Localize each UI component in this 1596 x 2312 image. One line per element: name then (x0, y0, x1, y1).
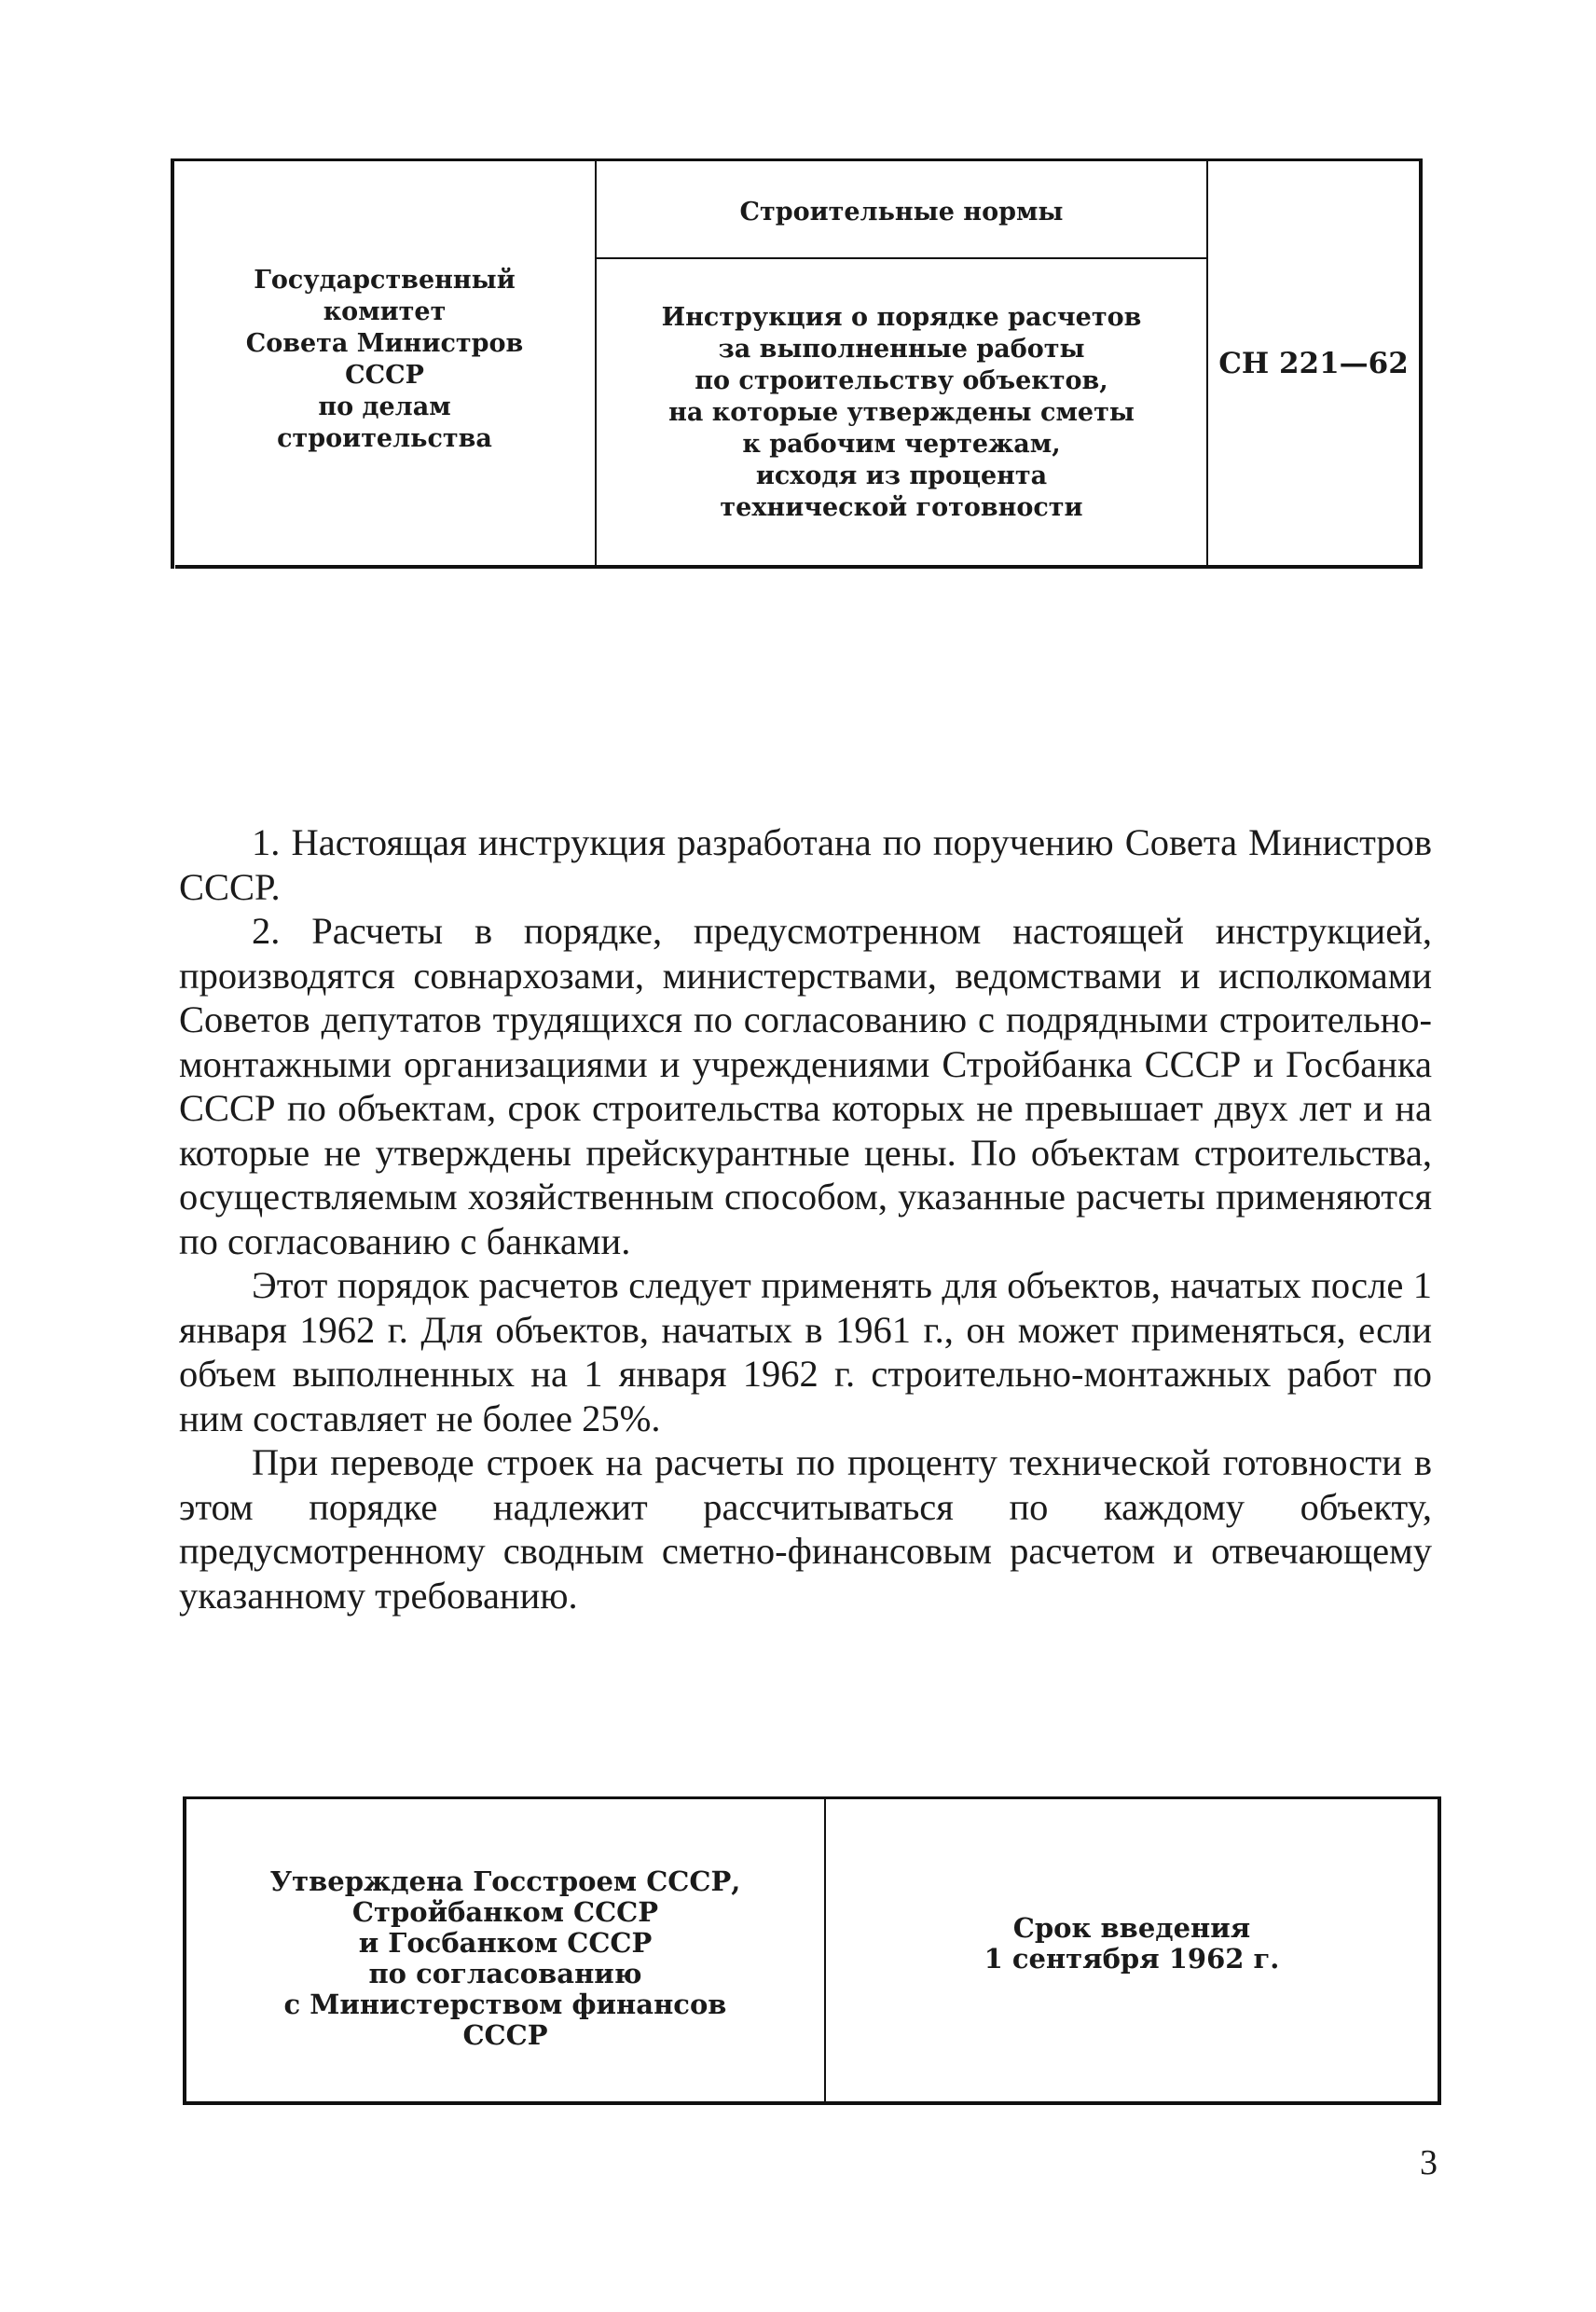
document-title-cell (597, 291, 1206, 535)
page-number: 3 (1420, 2143, 1438, 2182)
header-right-border (1419, 158, 1423, 569)
code-cell (1208, 336, 1419, 392)
issuer-line: строительства (277, 424, 492, 453)
category-label: Строительные нормы (739, 198, 1064, 227)
title-line: технической готовности (720, 493, 1083, 522)
issuer-line: Государственный (254, 266, 516, 295)
effective-line: Срок введения (1012, 1912, 1251, 1944)
document-code: СН 221—62 (1218, 347, 1409, 380)
header-bottom-rule (175, 565, 1423, 569)
footer-right-border (1438, 1796, 1441, 2105)
paragraph: 2. Расчеты в порядке, предусмотренном настоящей инструкцией, производятся совнархозами, министерствами, ведомствами и исполкомами Советов депутатов трудящихся по согласованию с подрядными строительно-монтажными организациями и учреждениями Стройбанка СССР и Госбанка СССР по объектам, срок строительства которых не превышает двух лет и на которые не утверждены прейскурантные цены. По объектам строительства, осуществляемым хозяйственным способом, указанные расчеты применяются по согласованию с банками. (179, 910, 1432, 1262)
title-line: исходя из процента (755, 461, 1048, 490)
footer-bottom-rule (183, 2101, 1441, 2105)
title-line: за выполненные работы (718, 335, 1085, 364)
effective-line: 1 сентября 1962 г. (984, 1943, 1280, 1975)
title-line: на которые утверждены сметы (668, 398, 1135, 427)
issuer-line: комитет (323, 297, 447, 326)
issuer-cell (174, 252, 595, 468)
effective-date-cell (826, 1902, 1438, 1986)
body-text (179, 820, 1432, 1617)
approval-line: с Министерством финансов (283, 1989, 727, 2020)
paragraph: Этот порядок расчетов следует применять для объектов, начатых после 1 января 1962 г. Для объектов, начатых в 1961 г., он может применяться, если объем выполненных на 1 января 1962 г. строительно-монтажных работ по ним составляет не более 25%. (179, 1264, 1432, 1439)
category-cell (597, 186, 1206, 239)
title-line: по строительству объектов, (695, 366, 1108, 395)
approval-line: Стройбанком СССР (351, 1896, 659, 1928)
issuer-line: по делам (318, 392, 451, 421)
approval-line: и Госбанком СССР (358, 1927, 653, 1959)
approval-line: СССР (462, 2019, 548, 2051)
header-top-rule (171, 158, 1423, 161)
header-category-rule (597, 257, 1206, 259)
title-line: Инструкция о порядке расчетов (661, 303, 1142, 332)
approval-line: Утверждена Госстроем СССР, (269, 1865, 741, 1897)
approval-cell (186, 1861, 824, 2057)
approval-line: по согласованию (368, 1958, 642, 1989)
title-line: к рабочим чертежам, (742, 430, 1061, 459)
footer-top-rule (183, 1796, 1441, 1799)
paragraph: При переводе строек на расчеты по проценту технической готовности в этом порядке надлежит рассчитываться по каждому объекту, предусмотренному сводным сметно-финансовым расчетом и отвечающему указанному требованию. (179, 1441, 1432, 1617)
issuer-line: Совета Министров (245, 329, 524, 358)
paragraph: 1. Настоящая инструкция разработана по поручению Совета Министров СССР. (179, 821, 1432, 908)
issuer-line: СССР (345, 361, 424, 390)
